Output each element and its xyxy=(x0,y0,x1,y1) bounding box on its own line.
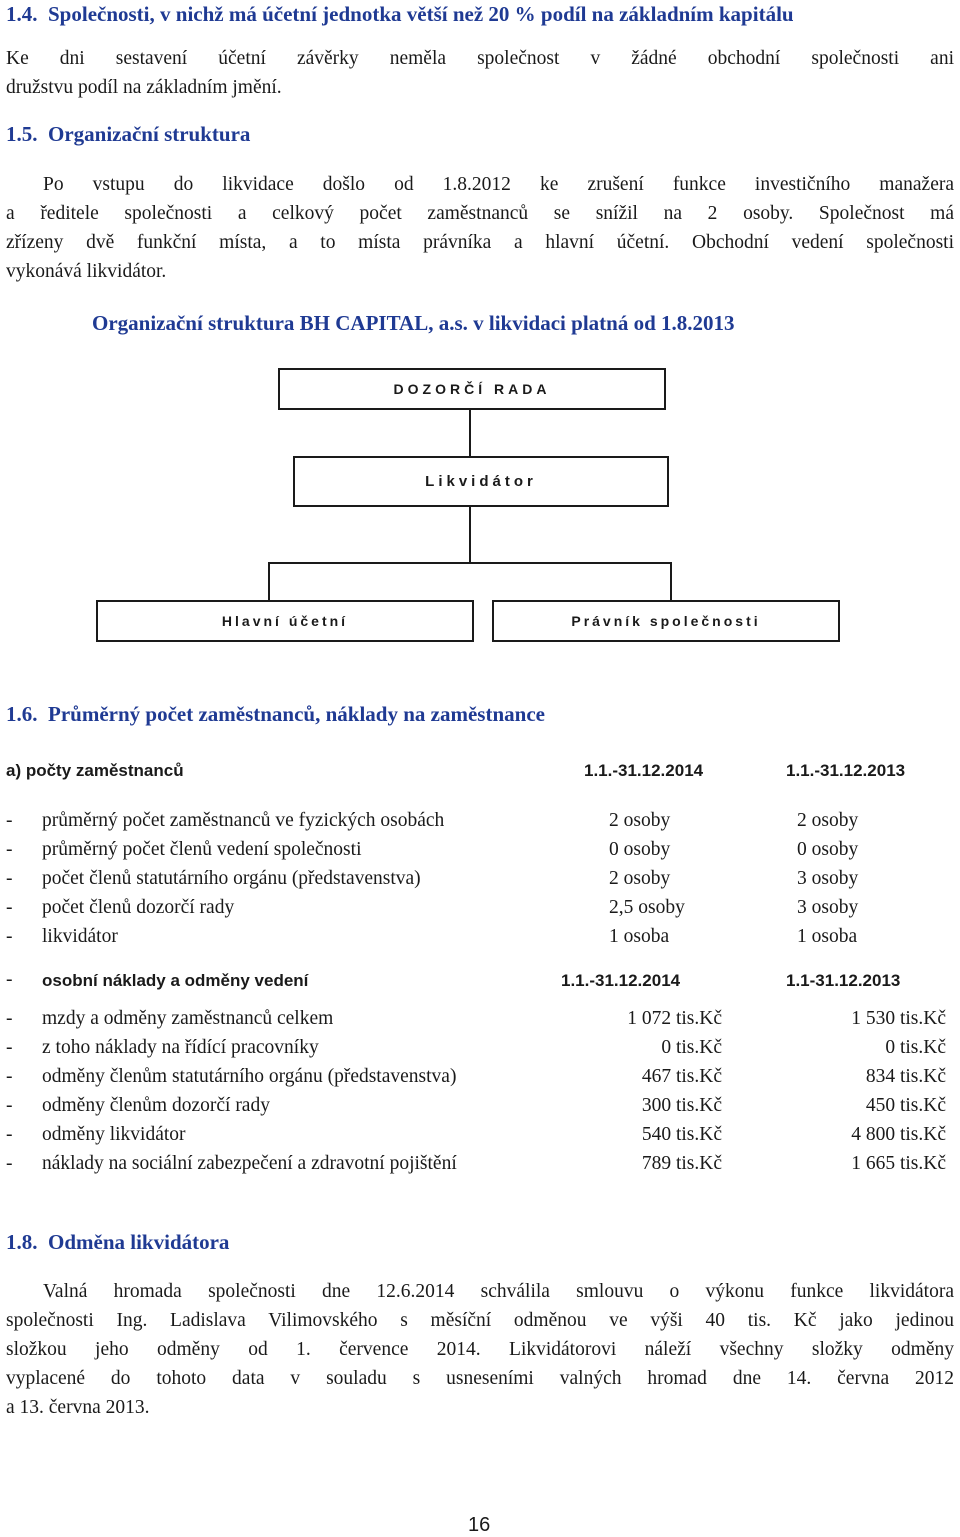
table-row-value-2014: 300 tis.Kč xyxy=(641,1095,722,1116)
table-row-value-2013: 4 800 tis.Kč xyxy=(851,1124,946,1145)
counts-label: a) počty zaměstnanců xyxy=(6,761,184,780)
table-row-value-2014: 540 tis.Kč xyxy=(641,1124,722,1145)
table-row-value-2013: 2 osoby xyxy=(797,810,859,831)
table-row-value-2013: 450 tis.Kč xyxy=(865,1095,946,1116)
table-row-value-2013: 0 osoby xyxy=(797,839,859,860)
paragraph-line: vykonává likvidátor. xyxy=(6,261,167,282)
paragraph-line: a 13. června 2013. xyxy=(6,1397,150,1418)
table-row-label: počet členů dozorčí rady xyxy=(42,897,235,918)
org-box-label: Hlavní účetní xyxy=(221,613,349,629)
section-1-4-heading xyxy=(6,2,794,27)
table-row-label: odměny členům dozorčí rady xyxy=(42,1095,270,1116)
org-box-liquidator xyxy=(293,456,669,507)
section-number: 1.4. xyxy=(6,2,38,26)
paragraph-line: Valná hromada společnosti dne 12.6.2014 schválila smlouvu o výkonu funkce likvidátora xyxy=(43,1281,954,1302)
table-row-value-2014: 467 tis.Kč xyxy=(641,1066,722,1087)
page-number: 16 xyxy=(468,1514,491,1536)
table-row-dash: - xyxy=(6,926,13,947)
org-chart-title: Organizační struktura BH CAPITAL, a.s. v likvidaci platná od 1.8.2013 xyxy=(92,311,735,335)
table-row-value-2014: 0 osoby xyxy=(609,839,671,860)
table-row-label: náklady na sociální zabezpečení a zdravotní pojištění xyxy=(42,1153,457,1174)
table-row-dash: - xyxy=(6,1037,13,1058)
table-row-dash: - xyxy=(6,1124,13,1145)
table-row-label: z toho náklady na řídící pracovníky xyxy=(42,1037,319,1058)
table-row-dash: - xyxy=(6,1095,13,1116)
paragraph-line: Ke dni sestavení účetní závěrky neměla společnost v žádné obchodní společnosti ani xyxy=(6,48,954,69)
table-row-value-2014: 1 072 tis.Kč xyxy=(627,1008,722,1029)
section-1-8-heading xyxy=(6,1230,229,1255)
table-row-label: průměrný počet zaměstnanců ve fyzických osobách xyxy=(42,810,445,831)
paragraph-line: družstvu podíl na základním jmění. xyxy=(6,77,282,98)
counts-col-2013: 1.1.-31.12.2013 xyxy=(786,761,906,780)
table-row-value-2013: 834 tis.Kč xyxy=(865,1066,946,1087)
paragraph-line: složkou jeho odměny od 1. července 2014. Likvidátorovi náleží všechny složky odměny xyxy=(6,1339,954,1360)
table-row-dash: - xyxy=(6,1008,13,1029)
table-row-dash: - xyxy=(6,1066,13,1087)
paragraph-line: Po vstupu do likvidace došlo od 1.8.2012 ke zrušení funkce investičního manažera xyxy=(43,174,954,195)
paragraph-line: vyplacené do tohoto data v souladu s usneseními valných hromad dne 14. června 2012 xyxy=(6,1368,954,1389)
table-row-label: počet členů statutárního orgánu (představenstva) xyxy=(42,868,421,889)
table-row-label: průměrný počet členů vedení společnosti xyxy=(42,839,362,860)
table-row-value-2014: 2,5 osoby xyxy=(609,897,685,918)
table-row-dash: - xyxy=(6,897,13,918)
org-connector xyxy=(268,562,672,564)
table-row-label: odměny likvidátor xyxy=(42,1124,186,1145)
costs-label: osobní náklady a odměny vedení xyxy=(42,971,309,990)
section-1-6-heading xyxy=(6,702,545,727)
table-row-value-2014: 2 osoby xyxy=(609,810,671,831)
table-row-label: mzdy a odměny zaměstnanců celkem xyxy=(42,1008,334,1029)
counts-col-2014: 1.1.-31.12.2014 xyxy=(584,761,704,780)
table-row-value-2013: 3 osoby xyxy=(797,868,859,889)
org-connector xyxy=(469,408,471,456)
table-row-value-2013: 1 530 tis.Kč xyxy=(851,1008,946,1029)
section-title: Organizační struktura xyxy=(48,122,251,146)
table-row-label: odměny členům statutárního orgánu (představenstva) xyxy=(42,1066,457,1087)
table-row-value-2014: 0 tis.Kč xyxy=(661,1037,722,1058)
section-number: 1.6. xyxy=(6,702,38,726)
table-row-value-2013: 3 osoby xyxy=(797,897,859,918)
org-connector xyxy=(670,562,672,600)
org-box-chief-accountant xyxy=(96,600,474,642)
paragraph-line: společnosti Ing. Ladislava Vilimovského s měsíční odměnou ve výši 40 tis. Kč jako jedinou xyxy=(6,1310,954,1331)
table-row-dash: - xyxy=(6,1153,13,1174)
section-1-5-heading xyxy=(6,122,250,147)
table-row-value-2013: 1 665 tis.Kč xyxy=(851,1153,946,1174)
table-row-value-2014: 789 tis.Kč xyxy=(641,1153,722,1174)
org-box-label: Právník společnosti xyxy=(571,613,761,629)
table-row-value-2014: 1 osoba xyxy=(609,926,670,947)
table-row-value-2013: 1 osoba xyxy=(797,926,858,947)
table-row-value-2013: 0 tis.Kč xyxy=(885,1037,946,1058)
paragraph-line: a ředitele společnosti a celkový počet zaměstnanců se snížil na 2 osoby. Společnost má xyxy=(6,203,954,224)
costs-col-2014: 1.1.-31.12.2014 xyxy=(561,971,681,990)
section-title: Průměrný počet zaměstnanců, náklady na zaměstnance xyxy=(48,702,545,726)
table-row-dash: - xyxy=(6,839,13,860)
section-number: 1.8. xyxy=(6,1230,38,1254)
section-title: Společnosti, v nichž má účetní jednotka větší než 20 % podíl na základním kapitálu xyxy=(48,2,794,26)
org-connector xyxy=(268,562,270,600)
org-box-company-lawyer xyxy=(492,600,840,642)
org-box-supervisory-board xyxy=(278,368,666,410)
org-box-label: Likvidátor xyxy=(425,473,537,490)
section-number: 1.5. xyxy=(6,122,38,146)
table-row-dash: - xyxy=(6,868,13,889)
section-title: Odměna likvidátora xyxy=(48,1230,230,1254)
table-row-value-2014: 2 osoby xyxy=(609,868,671,889)
org-box-label: DOZORČÍ RADA xyxy=(393,381,551,397)
org-connector xyxy=(469,505,471,563)
costs-col-2013: 1.1-31.12.2013 xyxy=(786,971,901,990)
table-row-label: likvidátor xyxy=(42,926,118,947)
costs-dash: - xyxy=(6,969,13,990)
paragraph-line: zřízeny dvě funkční místa, a to místa právníka a hlavní účetní. Obchodní vedení společnosti xyxy=(6,232,954,253)
table-row-dash: - xyxy=(6,810,13,831)
